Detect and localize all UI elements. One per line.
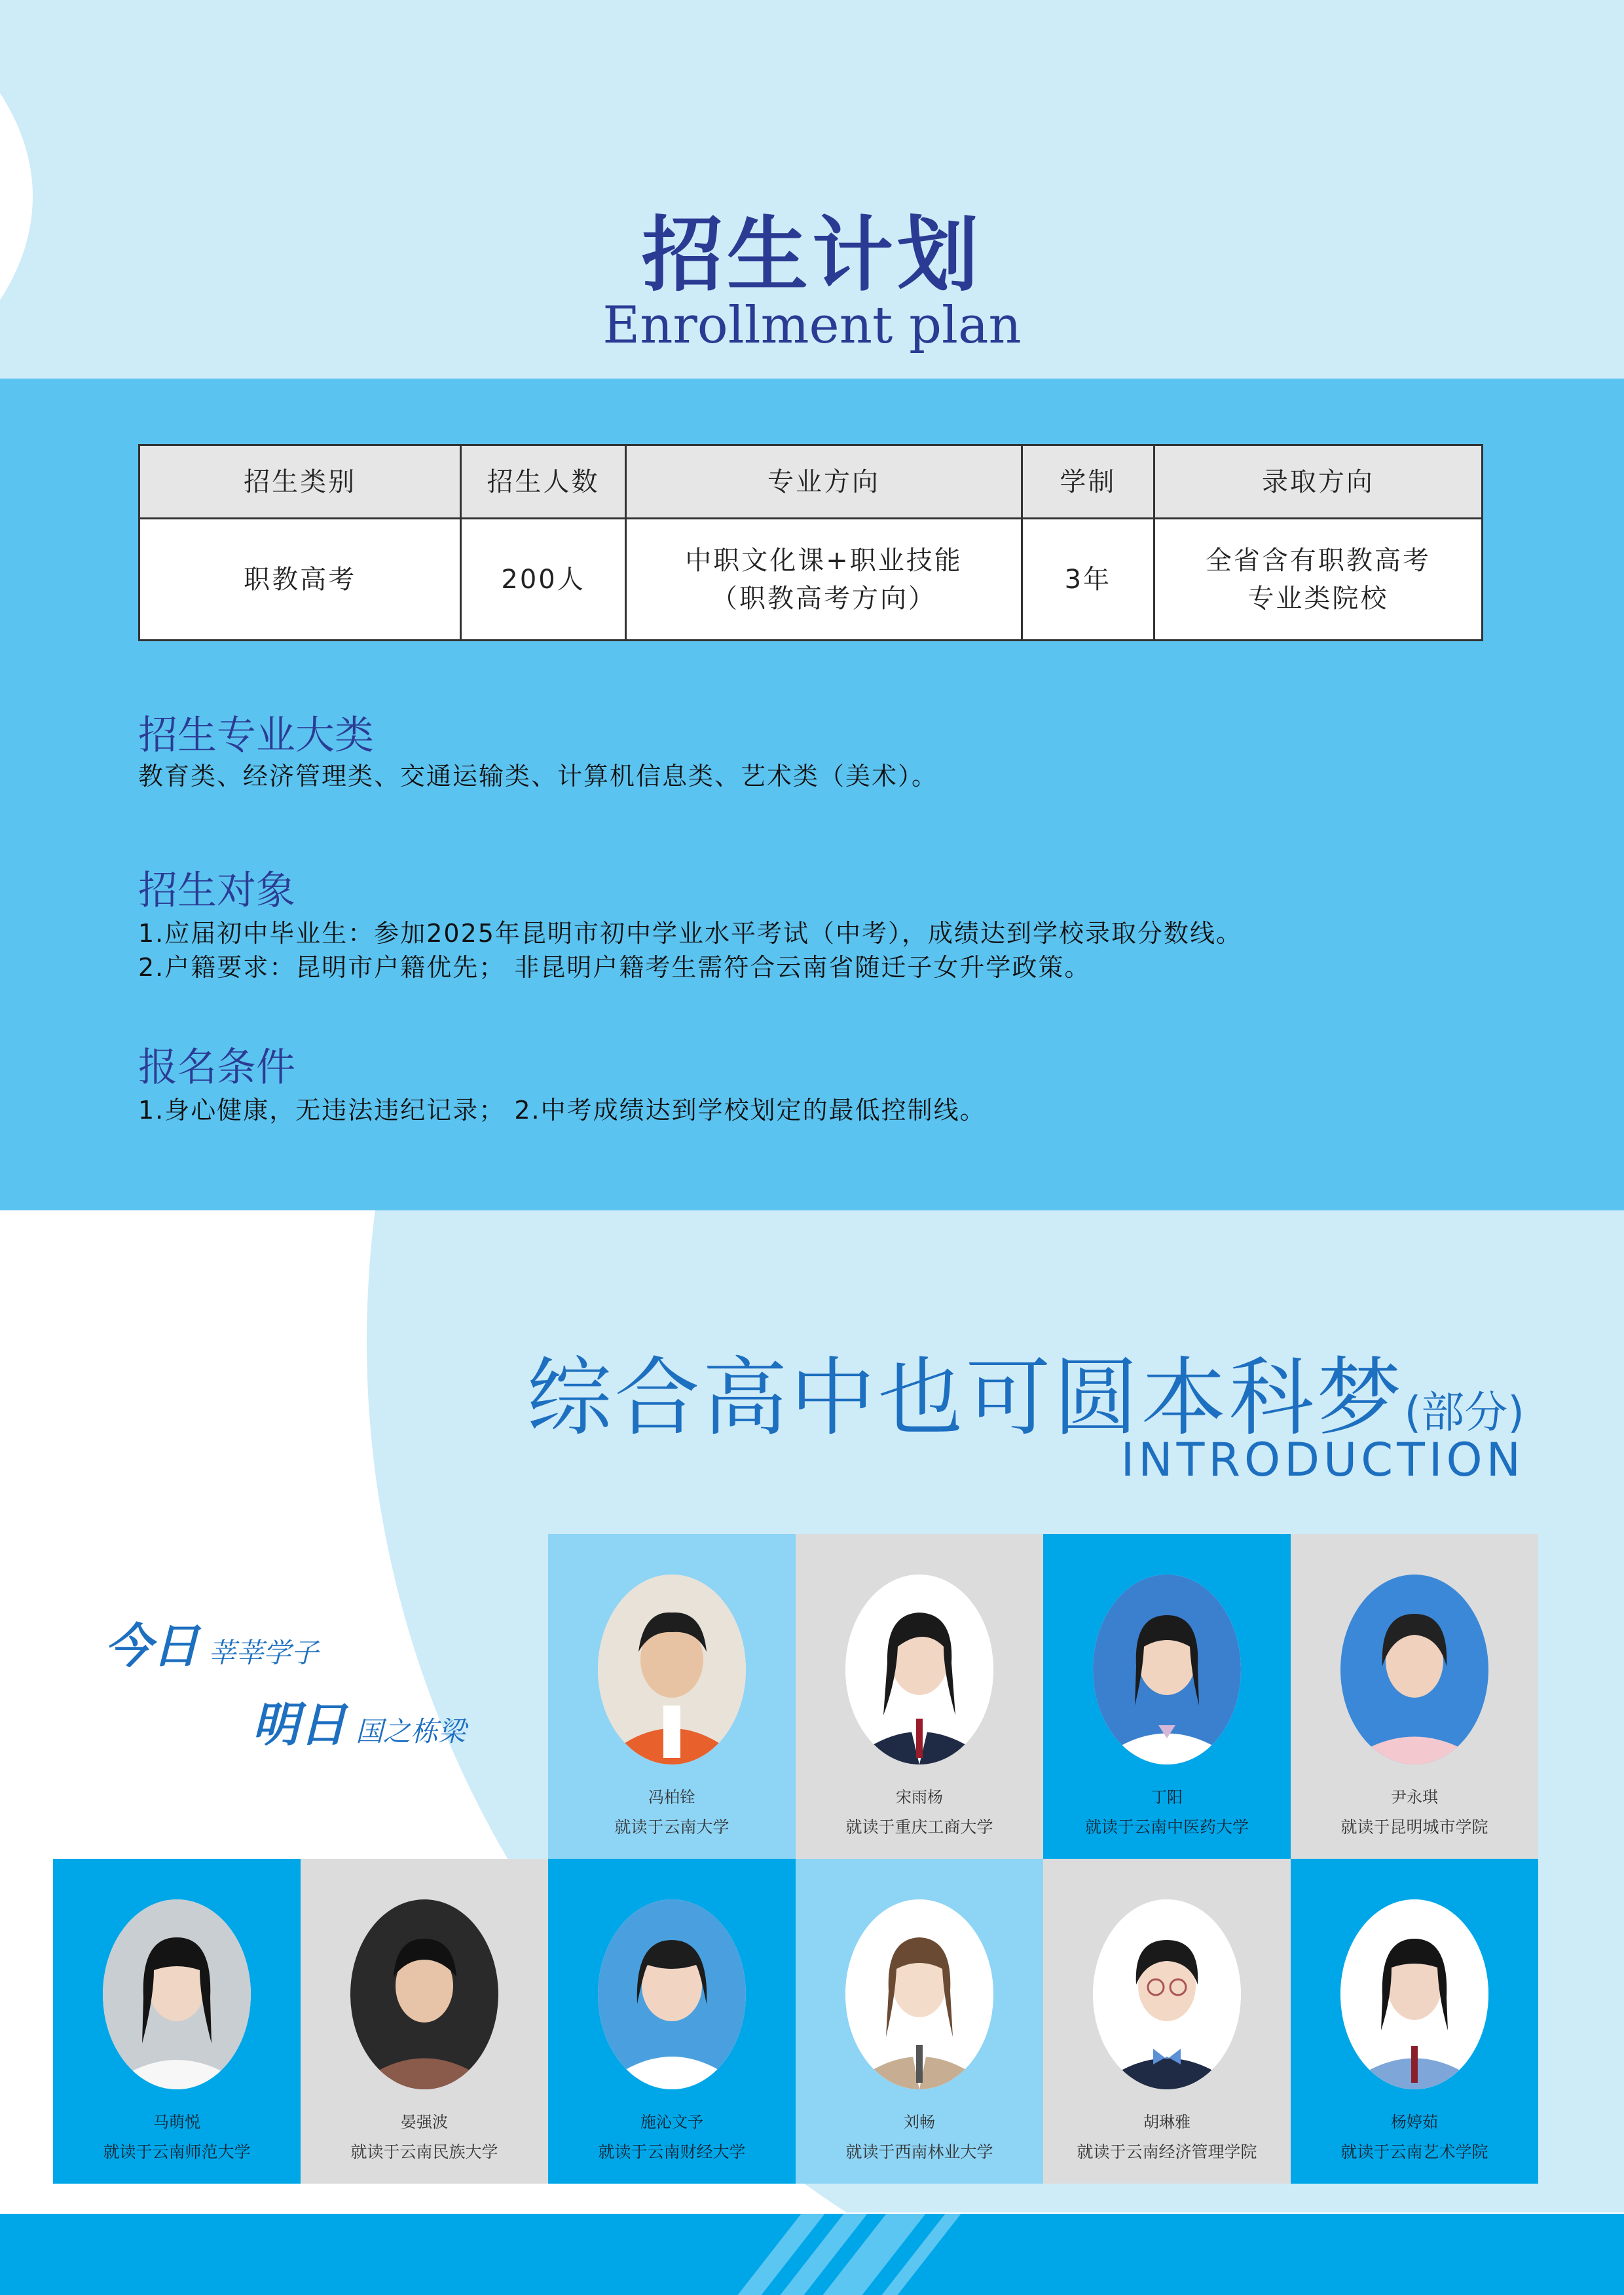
portrait-icon bbox=[1340, 1899, 1488, 2089]
student-photo bbox=[598, 1575, 746, 1764]
introduction-title-main: 综合高中也可圆本科梦 bbox=[526, 1348, 1405, 1447]
majors-text: 教育类、经济管理类、交通运输类、计算机信息类、艺术类（美术）。 bbox=[138, 762, 938, 791]
table-header-cell: 录取方向 bbox=[1154, 445, 1482, 519]
student-card bbox=[548, 1859, 796, 2184]
student-photo bbox=[103, 1899, 251, 2089]
student-photo bbox=[350, 1899, 498, 2089]
student-photo bbox=[1340, 1899, 1488, 2089]
student-school: 就读于云南经济管理学院 bbox=[1077, 2142, 1257, 2161]
student-name: 刘畅 bbox=[904, 2113, 935, 2131]
student-card bbox=[53, 1859, 301, 2184]
student-card bbox=[301, 1859, 548, 2184]
category-cell: 职教高考 bbox=[139, 519, 461, 641]
page-title: 招生计划 bbox=[641, 208, 982, 303]
student-photo bbox=[845, 1899, 993, 2089]
target-line: 1.应届初中毕业生：参加2025年昆明市初中学业水平考试（中考），成绩达到学校录取分数线。 bbox=[138, 919, 1242, 948]
student-card bbox=[1291, 1859, 1538, 2184]
student-name: 杨婷茹 bbox=[1391, 2113, 1438, 2131]
portrait-icon bbox=[598, 1899, 746, 2089]
student-name: 施沁文予 bbox=[640, 2113, 703, 2131]
student-photo bbox=[1093, 1899, 1241, 2089]
major-cell bbox=[625, 519, 1022, 641]
student-school: 就读于云南艺术学院 bbox=[1340, 2142, 1488, 2161]
table-header-row bbox=[139, 445, 1483, 519]
portrait-icon bbox=[1093, 1575, 1241, 1764]
conditions-text: 1.身心健康，无违法违纪记录； 2.中考成绩达到学校划定的最低控制线。 bbox=[138, 1096, 986, 1125]
portrait-icon bbox=[845, 1899, 993, 2089]
slogan-big: 明日 bbox=[252, 1696, 347, 1752]
student-photo bbox=[598, 1899, 746, 2089]
portrait-icon bbox=[845, 1575, 993, 1764]
student-name: 马萌悦 bbox=[153, 2113, 200, 2131]
student-photo bbox=[1340, 1575, 1488, 1764]
enrollment-plan-table bbox=[138, 444, 1483, 641]
table-header-cell: 招生类别 bbox=[139, 445, 461, 519]
slogan-small: 莘莘学子 bbox=[208, 1637, 319, 1669]
student-photo bbox=[1093, 1575, 1241, 1764]
student-card bbox=[796, 1859, 1043, 2184]
student-card bbox=[1291, 1534, 1538, 1859]
student-name: 尹永琪 bbox=[1391, 1788, 1438, 1806]
student-name: 宋雨杨 bbox=[896, 1788, 943, 1806]
student-name: 冯柏铨 bbox=[648, 1788, 695, 1806]
student-school: 就读于云南中医药大学 bbox=[1084, 1818, 1249, 1837]
portrait-icon bbox=[1093, 1899, 1241, 2089]
student-card bbox=[796, 1534, 1043, 1859]
page-subtitle: Enrollment plan bbox=[602, 296, 1022, 355]
student-name: 胡琳雅 bbox=[1143, 2113, 1190, 2131]
admission-cell bbox=[1154, 519, 1482, 641]
major-line: 中职文化课+职业技能 bbox=[685, 545, 963, 576]
student-school: 就读于西南林业大学 bbox=[845, 2142, 993, 2161]
admission-line: 专业类院校 bbox=[1247, 583, 1389, 614]
student-school: 就读于云南财经大学 bbox=[598, 2142, 746, 2161]
student-school: 就读于重庆工商大学 bbox=[845, 1818, 993, 1837]
student-school: 就读于昆明城市学院 bbox=[1340, 1818, 1488, 1837]
admission-line: 全省含有职教高考 bbox=[1205, 545, 1431, 576]
conditions-heading: 报名条件 bbox=[138, 1045, 295, 1091]
table-header-cell: 专业方向 bbox=[625, 445, 1022, 519]
student-card bbox=[548, 1534, 796, 1859]
student-school: 就读于云南民族大学 bbox=[350, 2142, 498, 2161]
majors-heading: 招生专业大类 bbox=[138, 713, 374, 758]
student-name: 丁阳 bbox=[1151, 1788, 1183, 1806]
student-school: 就读于云南师范大学 bbox=[103, 2142, 251, 2161]
major-line: （职教高考方向） bbox=[710, 583, 936, 614]
slogan-big: 今日 bbox=[105, 1618, 200, 1673]
table-row bbox=[139, 519, 1483, 641]
count-cell: 200人 bbox=[461, 519, 626, 641]
student-card bbox=[1043, 1859, 1291, 2184]
portrait-icon bbox=[103, 1899, 251, 2089]
duration-cell: 3年 bbox=[1022, 519, 1154, 641]
introduction-title-suffix: (部分) bbox=[1404, 1387, 1524, 1438]
target-line: 2.户籍要求：昆明市户籍优先； 非昆明户籍考生需符合云南省随迁子女升学政策。 bbox=[138, 953, 1091, 982]
portrait-icon bbox=[350, 1899, 498, 2089]
student-card bbox=[1043, 1534, 1291, 1859]
table-header-cell: 学制 bbox=[1022, 445, 1154, 519]
slogan-line-2 bbox=[252, 1687, 466, 1755]
student-photo bbox=[845, 1575, 993, 1764]
header-band bbox=[0, 0, 1624, 379]
target-heading: 招生对象 bbox=[138, 868, 295, 914]
portrait-icon bbox=[1340, 1575, 1488, 1764]
student-school: 就读于云南大学 bbox=[614, 1818, 729, 1837]
table-header-cell: 招生人数 bbox=[461, 445, 626, 519]
slogan-small: 国之栋梁 bbox=[356, 1715, 466, 1747]
portrait-icon bbox=[598, 1575, 746, 1764]
slogan-line-1 bbox=[105, 1608, 318, 1676]
student-name: 晏强波 bbox=[401, 2113, 448, 2131]
introduction-subtitle: INTRODUCTION bbox=[1120, 1433, 1524, 1487]
footer-band bbox=[0, 2214, 1624, 2295]
